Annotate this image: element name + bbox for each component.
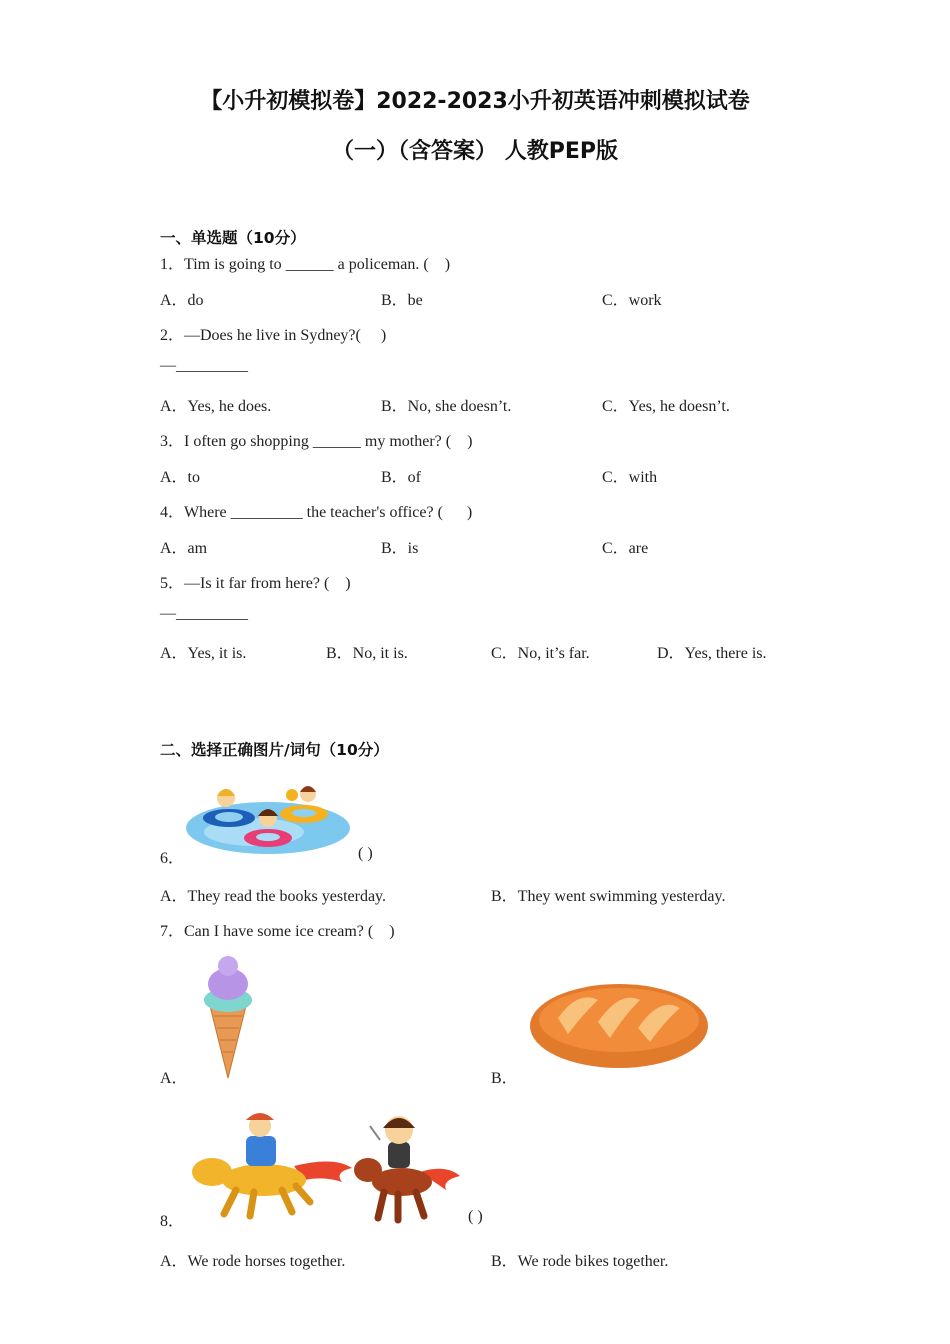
doc-title-line2: （一）（含答案） 人教PEP版 (332, 139, 618, 164)
q5-option-c[interactable]: C．No, it’s far. (491, 645, 590, 662)
q3-option-a[interactable]: A．to (160, 469, 201, 486)
q7-stem: 7．Can I have some ice cream? ( ) (160, 923, 395, 940)
q1-option-a[interactable]: A．do (160, 292, 204, 309)
q7-option-a[interactable]: A． (160, 1070, 188, 1087)
q4-stem: 4．Where _________ the teacher's office? ( ) (160, 504, 473, 521)
q6-option-b[interactable]: B．They went swimming yesterday. (491, 888, 726, 905)
q5-stem: 5．—Is it far from here? ( ) (160, 575, 351, 592)
bread-loaf-picture[interactable] (528, 978, 710, 1072)
q3-stem: 3．I often go shopping ______ my mother? ( ) (160, 433, 473, 450)
q2-stem: 2．—Does he live in Sydney?( ) (160, 327, 387, 344)
q5-answer-line: —_________ (160, 605, 248, 622)
q2-option-a[interactable]: A．Yes, he does. (160, 398, 272, 415)
q5-option-a[interactable]: A．Yes, it is. (160, 645, 247, 662)
q1-option-b[interactable]: B．be (381, 292, 423, 309)
ice-cream-cone-picture[interactable] (198, 954, 258, 1082)
q8-number: 8． (160, 1213, 185, 1230)
q6-number: 6． (160, 850, 185, 867)
q4-option-c[interactable]: C．are (602, 540, 649, 557)
q3-option-c[interactable]: C．with (602, 469, 658, 486)
riding-horses-picture (184, 1106, 464, 1226)
q1-option-c[interactable]: C．work (602, 292, 662, 309)
doc-title-line1: 【小升初模拟卷】2022-2023小升初英语冲刺模拟试卷 (200, 89, 750, 114)
section2-heading: 二、选择正确图片/词句（10分） (160, 741, 389, 759)
q4-option-b[interactable]: B．is (381, 540, 419, 557)
q5-option-d[interactable]: D．Yes, there is. (657, 645, 767, 662)
q8-option-b[interactable]: B．We rode bikes together. (491, 1253, 669, 1270)
q5-option-b[interactable]: B．No, it is. (326, 645, 408, 662)
q2-option-b[interactable]: B．No, she doesn’t. (381, 398, 512, 415)
q7-option-b[interactable]: B． (491, 1070, 518, 1087)
q2-option-c[interactable]: C．Yes, he doesn’t. (602, 398, 730, 415)
q6-option-a[interactable]: A．They read the books yesterday. (160, 888, 387, 905)
q6-paren: ( ) (358, 845, 373, 862)
q8-paren: ( ) (468, 1208, 483, 1225)
q2-answer-line: —_________ (160, 357, 248, 374)
swimming-kids-picture (184, 770, 352, 860)
q4-option-a[interactable]: A．am (160, 540, 208, 557)
section1-heading: 一、单选题（10分） (160, 229, 306, 247)
q8-option-a[interactable]: A．We rode horses together. (160, 1253, 346, 1270)
q3-option-b[interactable]: B．of (381, 469, 422, 486)
q1-stem: 1．Tim is going to ______ a policeman. ( ) (160, 256, 451, 273)
